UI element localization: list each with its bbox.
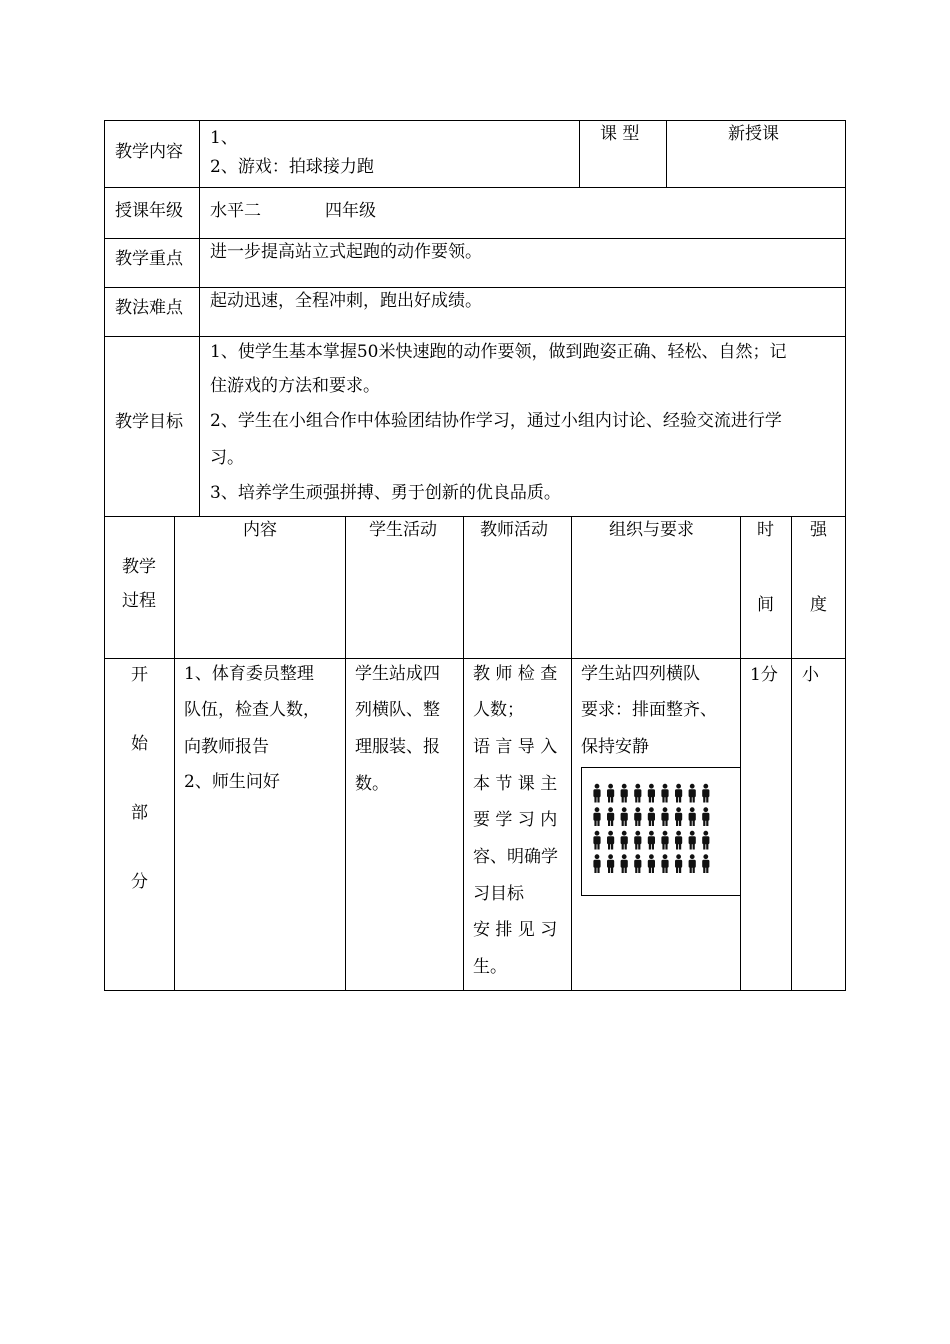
student-figure-icon [675,854,682,873]
col-intensity-1: 强 [810,520,827,540]
teacher-activity: 人数； [473,700,524,720]
teacher-activity: 习目标 [473,884,524,904]
grid-line [571,516,572,990]
student-figure-icon [661,807,668,826]
student-figure-icon [621,854,628,873]
student-figure-icon [661,854,668,873]
student-figure-icon [593,831,600,850]
content-line-2: 2、游戏：拍球接力跑 [210,157,374,177]
grid-line [579,120,580,187]
grid-line [845,120,846,991]
teacher-activity: 生。 [473,957,507,977]
col-time-1: 时 [757,520,774,540]
process-label-2: 过程 [122,591,156,611]
teacher-activity: 本 节 课 主 [473,774,558,794]
teacher-activity: 安 排 见 习 [473,920,558,940]
student-figure-icon [661,831,668,850]
student-figure-icon [634,784,641,803]
student-figure-icon [607,831,614,850]
teacher-activity: 语 言 导 入 [473,737,558,757]
student-figure-icon [607,807,614,826]
grid-line [104,120,105,991]
section-label-char: 分 [131,872,148,892]
student-figure-icon [593,854,600,873]
process-label-1: 教学 [122,557,156,577]
section-label-char: 始 [131,734,148,754]
key-value: 进一步提高站立式起跑的动作要领。 [210,242,482,262]
goal-line: 习。 [210,448,244,468]
student-figure-icon [621,807,628,826]
content-item: 2、师生问好 [184,772,280,792]
goal-line: 3、培养学生顽强拼搏、勇于创新的优良品质。 [210,483,561,503]
content-item: 1、体育委员整理 [184,664,314,684]
student-figure-icon [702,807,709,826]
grid-line [104,990,846,991]
intensity-value: 小 [802,665,819,685]
student-figure-icon [634,831,641,850]
student-figure-icon [607,854,614,873]
student-activity: 理服装、报 [355,737,440,757]
col-teacher: 教师活动 [480,520,548,540]
student-figure-icon [689,807,696,826]
student-figure-icon [593,784,600,803]
student-figure-icon [689,831,696,850]
grade-year: 四年级 [325,201,376,221]
grid-line [104,187,846,188]
teacher-activity: 容、明确学 [473,847,558,867]
col-time-2: 间 [757,595,774,615]
grid-line [174,516,175,990]
type-value: 新授课 [728,124,779,144]
content-line-1: 1、 [210,128,238,148]
student-figure-icon [621,831,628,850]
difficulty-value: 起动迅速，全程冲刺，跑出好成绩。 [210,291,482,311]
student-figure-icon [621,784,628,803]
grade-label: 授课年级 [115,201,183,221]
difficulty-label: 教法难点 [115,298,183,318]
goal-line: 住游戏的方法和要求。 [210,376,380,396]
goal-label: 教学目标 [115,412,183,432]
org-requirement: 学生站四列横队 [581,664,700,684]
student-figure-icon [607,784,614,803]
goal-line: 2、学生在小组合作中体验团结协作学习，通过小组内讨论、经验交流进行学 [210,411,782,431]
org-requirement: 保持安静 [581,737,649,757]
col-org: 组织与要求 [609,520,694,540]
section-label-char: 开 [131,665,148,685]
student-figure-icon [648,831,655,850]
student-figure-icon [675,831,682,850]
student-figure-icon [648,854,655,873]
student-figure-icon [689,854,696,873]
grid-line [104,120,846,121]
col-student: 学生活动 [369,520,437,540]
grid-line [740,516,741,990]
student-figure-icon [702,784,709,803]
col-intensity-2: 度 [810,595,827,615]
grade-value: 水平二 [210,201,261,221]
student-figure-icon [648,807,655,826]
key-label: 教学重点 [115,249,183,269]
content-item: 队伍，检查人数， [184,700,320,720]
time-value: 1分 [750,665,778,685]
formation-diagram [592,780,732,880]
type-label: 课 型 [600,124,640,144]
grid-line [791,516,792,990]
student-activity: 学生站成四 [355,664,440,684]
teacher-activity: 要 学 习 内 [473,810,558,830]
grid-line [463,516,464,990]
grid-line [199,120,200,516]
student-figure-icon [675,784,682,803]
col-content: 内容 [243,520,277,540]
formation-frame [581,895,741,896]
student-figure-icon [661,784,668,803]
student-figure-icon [702,831,709,850]
student-figure-icon [675,807,682,826]
student-figure-icon [702,854,709,873]
student-figure-icon [648,784,655,803]
grid-line [104,238,846,239]
student-figure-icon [634,854,641,873]
section-label-char: 部 [131,803,148,823]
content-label: 教学内容 [115,142,183,162]
grid-line [104,516,846,517]
student-activity: 数。 [355,774,389,794]
grid-line [104,287,846,288]
grid-line [345,516,346,990]
org-requirement: 要求：排面整齐、 [581,700,717,720]
grid-line [666,120,667,187]
formation-frame [581,767,582,896]
teacher-activity: 教 师 检 查 [473,664,558,684]
goal-line: 1、使学生基本掌握50米快速跑的动作要领，做到跑姿正确、轻松、自然；记 [210,342,787,362]
student-figure-icon [593,807,600,826]
student-figure-icon [634,807,641,826]
formation-frame [581,767,741,768]
content-item: 向教师报告 [184,737,269,757]
student-activity: 列横队、整 [355,700,440,720]
student-figure-icon [689,784,696,803]
